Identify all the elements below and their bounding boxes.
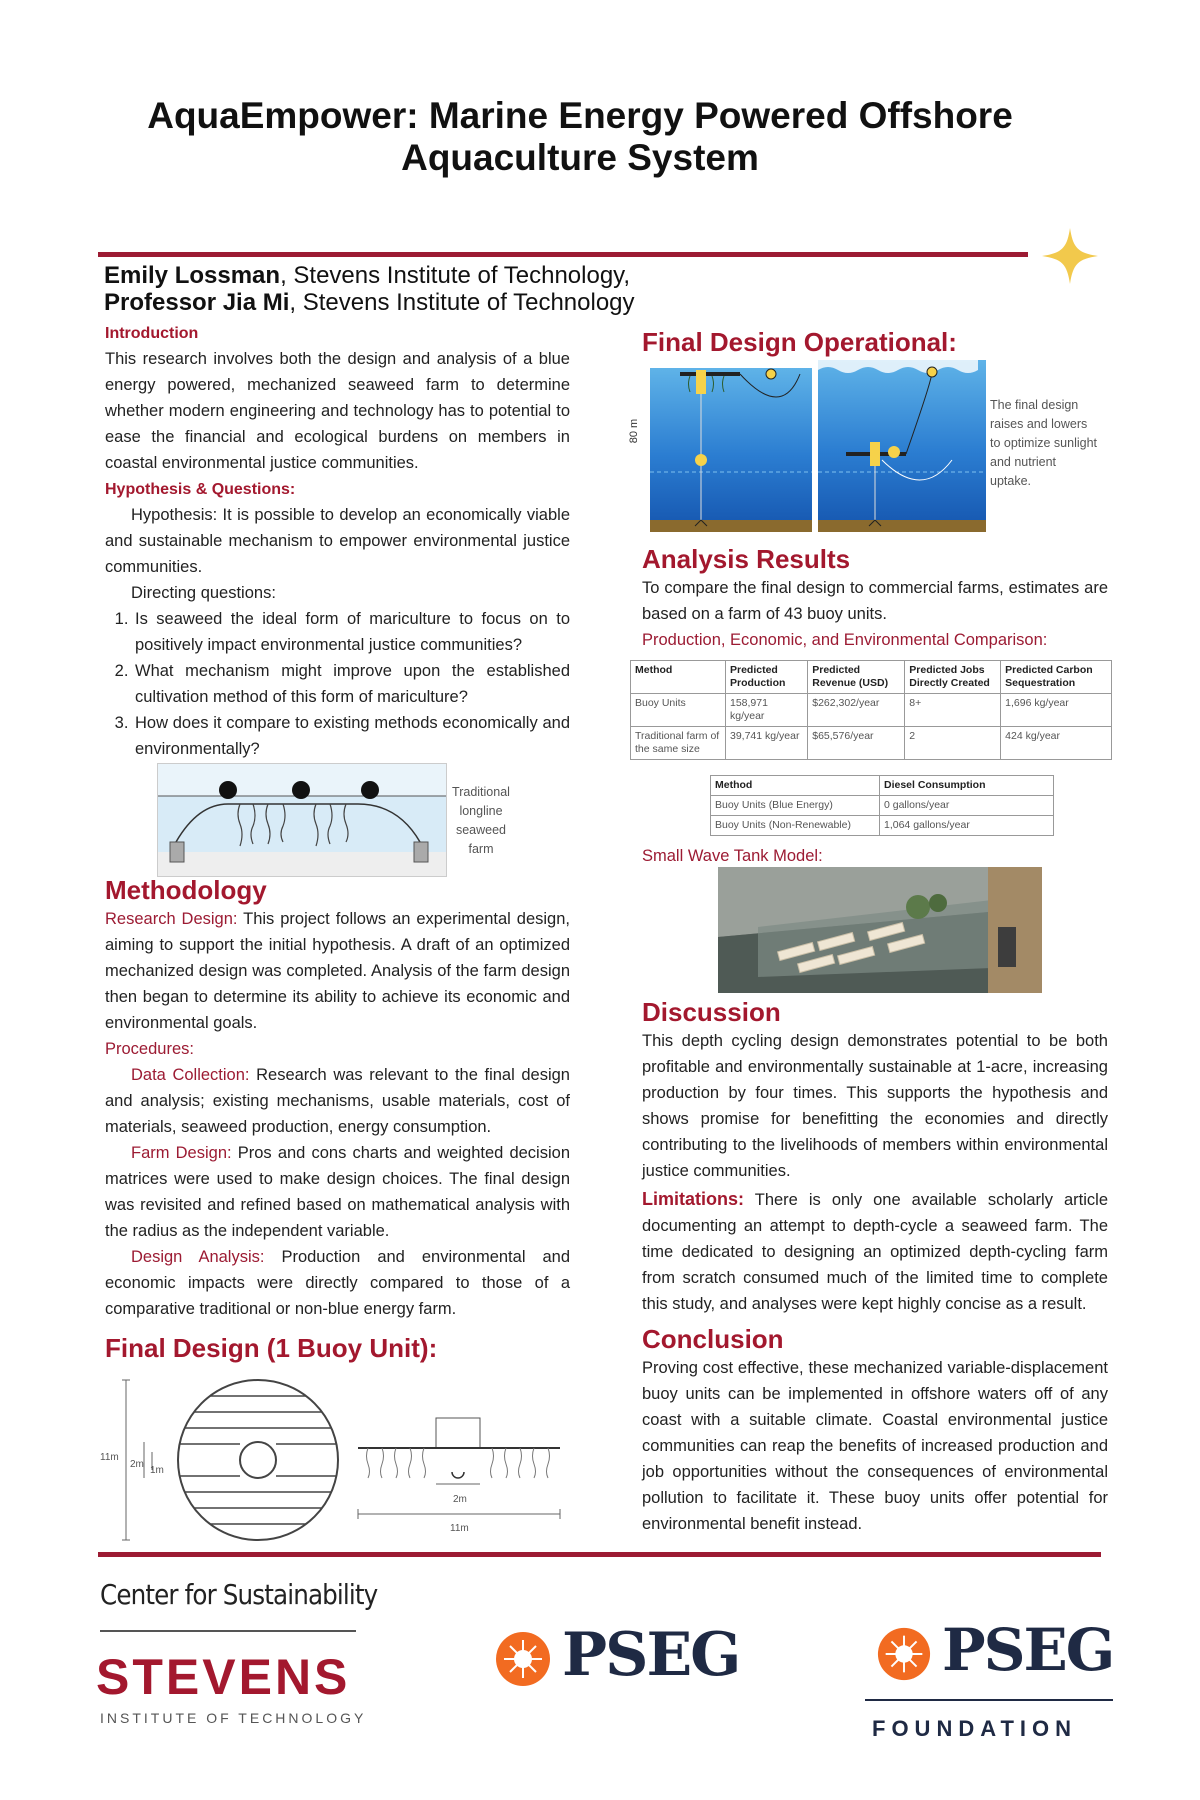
list-item: 1. Is seaweed the ideal form of mariculture to focus on to positively impact environmental justice communities? [133, 606, 570, 658]
farm-design-text: Pros and cons charts and weighted decision matrices were used to make design choices. The final design was revisited and refined based on mathematical analysis with the radius as the independent variable. [105, 1144, 570, 1240]
table-cell: 0 gallons/year [880, 796, 1054, 816]
dim-2m-vertical: 2m [130, 1459, 144, 1470]
research-design-text: This project follows an experimental design, aiming to support the initial hypothesis. A draft of an optimized mechanized design was completed. Analysis of the farm design then began to determine its ability to achieve its economic and environmental goals. [105, 910, 570, 1032]
wave-tank-photo [718, 867, 1042, 993]
depth-label: 80 m [628, 418, 641, 444]
table-cell: 424 kg/year [1001, 727, 1112, 760]
footer-divider [98, 1552, 1101, 1557]
hypothesis-heading: Hypothesis & Questions: [105, 481, 296, 498]
operational-caption: The final design raises and lowers to optimize sunlight and nutrient uptake. [990, 398, 1098, 488]
list-item: 2. What mechanism might improve upon the established cultivation method of this form of mariculture? [133, 658, 570, 710]
farm-design-paragraph [105, 1140, 570, 1244]
analysis-results-text: To compare the final design to commercial farms, estimates are based on a farm of 43 buoy units. [642, 579, 1108, 623]
left-column [105, 322, 570, 762]
final-design-heading: Final Design (1 Buoy Unit): [105, 1333, 438, 1363]
author-name: Emily Lossman [104, 262, 281, 289]
table-row [711, 796, 1054, 816]
star-icon [1040, 226, 1100, 291]
author-affiliation: , Stevens Institute of Technology, [280, 262, 631, 289]
design-analysis-label: Design Analysis: [131, 1248, 265, 1266]
table-cell: 1,064 gallons/year [880, 816, 1054, 836]
table-cell: Buoy Units (Non-Renewable) [711, 816, 880, 836]
table-cell: $65,576/year [808, 727, 905, 760]
authors [104, 262, 635, 316]
methodology-section [105, 874, 570, 1322]
table-header-row [711, 776, 1054, 796]
design-analysis-paragraph [105, 1244, 570, 1322]
conclusion-text: Proving cost effective, these mechanized variable-displacement buoy units can be implemented in offshore waters off of any coast with a suitable climate. Coastal environmental justice communities can reap the benefits of increased production and job opportunities without the consequences of environmental pollution to facilitate it. These buoy units offer potential for environmental benefit instead. [642, 1359, 1108, 1533]
table-cell: $262,302/year [808, 694, 905, 727]
table-header-cell: Predicted Carbon Sequestration [1001, 661, 1112, 694]
table-header-cell: Predicted Revenue (USD) [808, 661, 905, 694]
data-collection-label: Data Collection: [131, 1066, 250, 1084]
poster-title: AquaEmpower: Marine Energy Powered Offshore Aquaculture System [147, 95, 1013, 178]
foundation-label: FOUNDATION [872, 1716, 1078, 1741]
foundation-divider [865, 1699, 1113, 1701]
dim-11m-vertical: 11m [100, 1452, 119, 1463]
conclusion-heading: Conclusion [642, 1324, 784, 1354]
dim-11m-horizontal: 11m [450, 1523, 469, 1534]
traditional-farm-caption: Traditional longline seaweed farm [452, 785, 510, 856]
dim-2m-horizontal: 2m [453, 1494, 467, 1505]
directing-questions-label: Directing questions: [131, 584, 276, 602]
table-cell: 158,971 kg/year [726, 694, 808, 727]
buoy-unit-diagram [98, 1372, 578, 1548]
procedures-label: Procedures: [105, 1040, 194, 1058]
center-for-sustainability: Center for Sustainability [100, 1578, 378, 1611]
intro-text: This research involves both the design and analysis of a blue energy powered, mechanized seaweed farm to determine whether modern engineering and technology has to potential to ease the financial and ecological burdens on members in coastal environmental justice communities. [105, 350, 570, 472]
header-divider [98, 252, 1028, 257]
table-cell: 2 [905, 727, 1001, 760]
comparison-table [630, 660, 1112, 760]
table-cell: Traditional farm of the same size [631, 727, 726, 760]
table-header-cell: Method [631, 661, 726, 694]
operational-figure [632, 360, 986, 540]
farm-design-label: Farm Design: [131, 1144, 232, 1162]
diesel-table [710, 775, 1054, 836]
table-header-cell: Method [711, 776, 880, 796]
dim-1m-vertical: 1m [150, 1465, 164, 1476]
author-affiliation: , Stevens Institute of Technology [289, 289, 635, 316]
pseg-foundation-logo: PSEG [942, 1616, 1114, 1684]
table-header-row [631, 661, 1112, 694]
data-collection-text: Research was relevant to the final design and analysis; existing mechanisms, usable materials, cost of materials, seaweed production, energy consumption. [105, 1066, 570, 1136]
stevens-logo: STEVENS [96, 1649, 351, 1705]
author-name: Professor Jia Mi [104, 289, 290, 316]
pseg-foundation-logo-icon [876, 1626, 932, 1687]
analysis-results-heading: Analysis Results [642, 544, 851, 574]
stevens-logo-subtitle: INSTITUTE OF TECHNOLOGY [100, 1710, 367, 1726]
discussion-section [642, 996, 1108, 1537]
data-collection-paragraph [105, 1062, 570, 1140]
methodology-heading: Methodology [105, 875, 267, 905]
limitations-text: There is only one available scholarly article documenting an attempt to depth-cycle a seaweed farm. The time dedicated to designing an optimized depth-cycling farm from scratch consumed much of the limited time to complete this study, and analyses were kept highly concise as a result. [642, 1191, 1108, 1313]
table-row [711, 816, 1054, 836]
stevens-divider [100, 1630, 356, 1632]
operational-heading: Final Design Operational: [642, 327, 957, 357]
pseg-logo-icon [494, 1630, 552, 1693]
hypothesis-text: Hypothesis: It is possible to develop an economically viable and sustainable mechanism to empower environmental justice communities. [105, 506, 570, 576]
design-analysis-text: Production and environmental and economic impacts were directly compared to those of a comparative traditional or non-blue energy farm. [105, 1248, 571, 1318]
traditional-farm-figure [157, 763, 447, 877]
table-row [631, 727, 1112, 760]
table-row [631, 694, 1112, 727]
research-design-label: Research Design: [105, 910, 238, 928]
limitations-label: Limitations: [642, 1189, 744, 1209]
questions-list [105, 606, 570, 762]
research-design-paragraph [105, 906, 570, 1036]
table-cell: Buoy Units (Blue Energy) [711, 796, 880, 816]
wave-tank-label: Small Wave Tank Model: [642, 847, 823, 865]
discussion-heading: Discussion [642, 997, 781, 1027]
intro-heading: Introduction [105, 325, 199, 342]
pseg-logo: PSEG [562, 1620, 740, 1690]
table-cell: Buoy Units [631, 694, 726, 727]
analysis-results-section [642, 543, 1108, 653]
table-header-cell: Predicted Production [726, 661, 808, 694]
discussion-text: This depth cycling design demonstrates potential to be both profitable and environmentally sustainable at 1-acre, increasing production by four times. This supports the hypothesis and shows promise for benefitting the economies and directly contributing to the livelihoods of members within environmental justice communities. [642, 1032, 1108, 1180]
limitations-paragraph [642, 1187, 1108, 1317]
table-cell: 39,741 kg/year [726, 727, 808, 760]
list-item: 3. How does it compare to existing methods economically and environmentally? [133, 710, 570, 762]
table-cell: 1,696 kg/year [1001, 694, 1112, 727]
table-header-cell: Predicted Jobs Directly Created [905, 661, 1001, 694]
table-header-cell: Diesel Consumption [880, 776, 1054, 796]
comparison-label: Production, Economic, and Environmental Comparison: [642, 631, 1048, 649]
table-cell: 8+ [905, 694, 1001, 727]
